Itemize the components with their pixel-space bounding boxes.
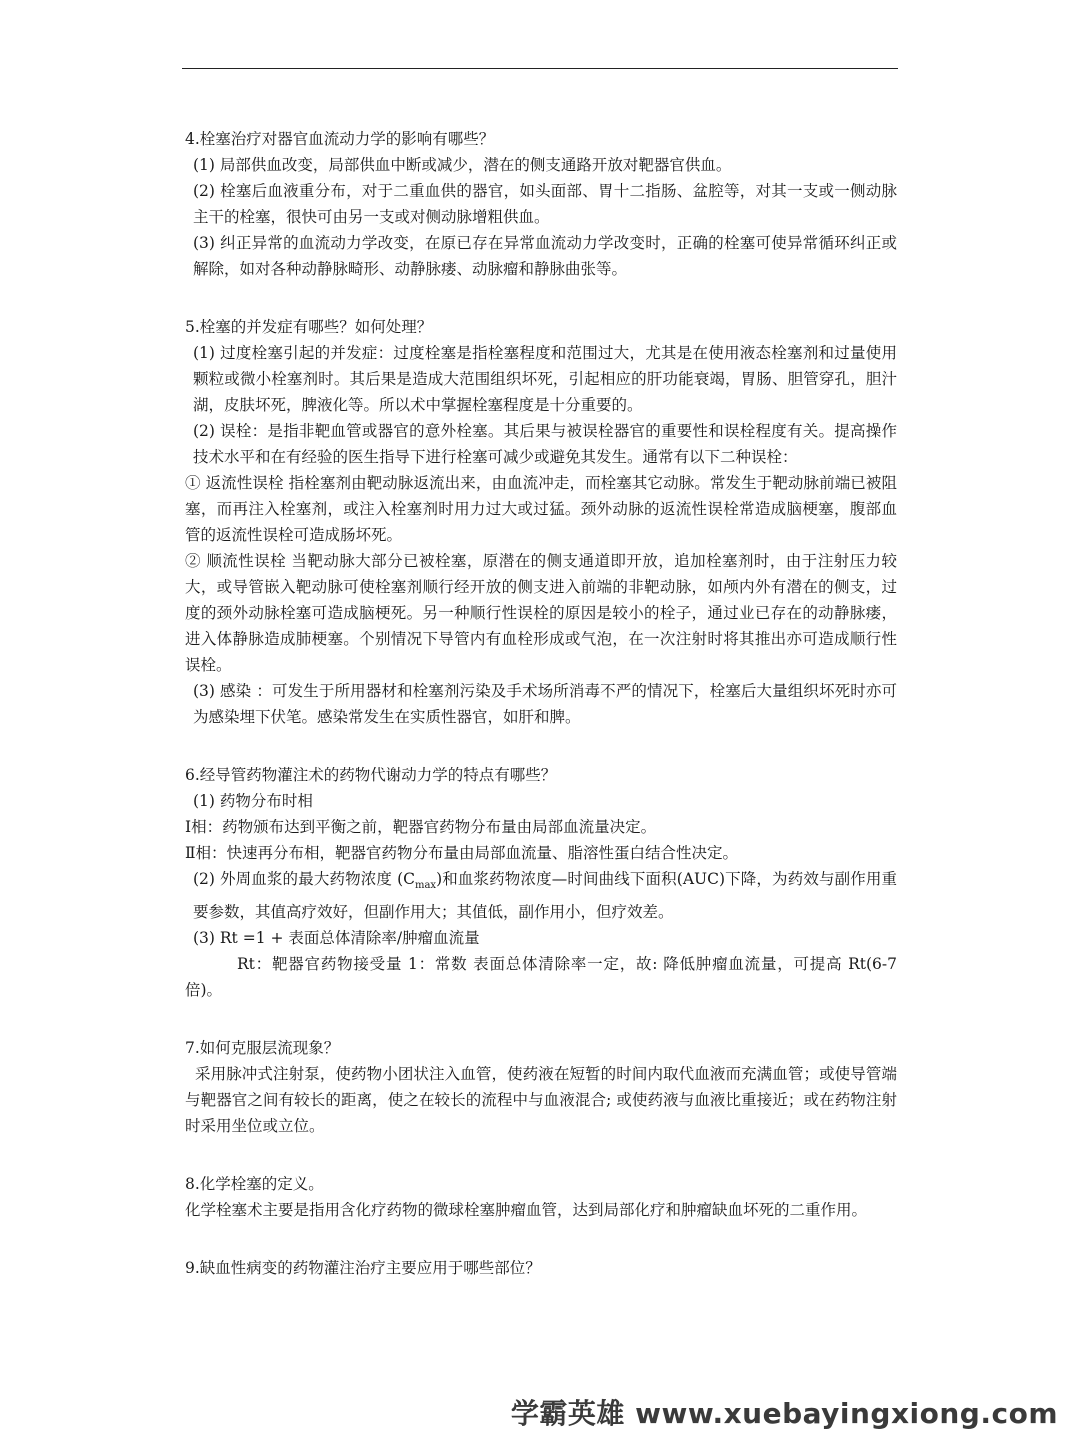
question-title: 7.如何克服层流现象？ xyxy=(185,1039,340,1058)
formula-text: )和血浆药物浓度—时间曲线下面积(AUC)下降，为药效与副作用重要参数，其值高疗效好，但副作用大；其值低，副作用小，但疗效差。 xyxy=(193,870,897,922)
question-title: 4.栓塞治疗对器官血流动力学的影响有哪些？ xyxy=(185,130,495,148)
answer-paragraph: (3) 感染 ：可发生于所用器材和栓塞剂污染及手术场所消毒不严的情况下，栓塞后大量组织坏死时亦可为感染埋下伏笔。感染常发生在实质性器官，如肝和脾。 xyxy=(193,682,897,726)
formula-subscript: max xyxy=(414,880,437,892)
header-rule xyxy=(182,68,898,69)
answer-paragraph: (2) 误栓：是指非靶血管或器官的意外栓塞。其后果与被误栓器官的重要性和误栓程度有关。提高操作技术水平和在有经验的医生指导下进行栓塞可减少或避免其发生。通常有以下二种误栓： xyxy=(193,422,897,466)
question-title: 6.经导管药物灌注术的药物代谢动力学的特点有哪些？ xyxy=(185,766,557,784)
answer-paragraph: (1) 过度栓塞引起的并发症：过度栓塞是指栓塞程度和范围过大，尤其是在使用液态栓塞剂和过量使用颗粒或微小栓塞剂时。其后果是造成大范围组织坏死，引起相应的肝功能衰竭，胃肠、胆管穿孔，胆汁湖，皮肤坏死，脾液化等。所以术中掌握栓塞程度是十分重要的。 xyxy=(193,344,897,414)
answer-paragraph: 采用脉冲式注射泵，使药物小团状注入血管，使药液在短暂的时间内取代血液而充满血管；或使导管端与靶器官之间有较长的距离，使之在较长的流程中与血液混合; 或使药液与血液比重接近；或在药物注射时采用坐位或立位。 xyxy=(185,1065,897,1136)
section-q7 xyxy=(185,1035,897,1139)
section-q4 xyxy=(185,126,897,282)
answer-paragraph: ② 顺流性误栓 当靶动脉大部分已被栓塞，原潜在的侧支通道即开放，追加栓塞剂时，由于注射压力较大，或导管嵌入靶动脉可使栓塞剂顺行经开放的侧支进入前端的非靶动脉，如颅内外有潜在的侧支，过度的颈外动脉栓塞可造成脑梗死。另一种顺行性误栓的原因是较小的栓子，通过业已存在的动静脉瘘，进入体静脉造成肺梗塞。个别情况下导管内有血栓形成或气泡，在一次注射时将其推出亦可造成顺行性误栓。 xyxy=(185,552,897,674)
answer-paragraph: Rt：靶器官药物接受量 1：常数 表面总体清除率一定，故: 降低肿瘤血流量，可提高 Rt(6-7 倍)。 xyxy=(185,955,897,1000)
answer-paragraph xyxy=(185,866,897,925)
site-watermark: 学霸英雄 www.xuebayingxiong.com xyxy=(510,1397,1058,1430)
answer-paragraph: (1) 局部供血改变，局部供血中断或减少，潜在的侧支通路开放对靶器官供血。 xyxy=(193,156,732,174)
document-body xyxy=(185,126,897,1281)
answer-paragraph: ① 返流性误栓 指栓塞剂由靶动脉返流出来，由血流冲走，而栓塞其它动脉。常发生于靶动脉前端已被阻塞，而再注入栓塞剂，或注入栓塞剂时用力过大或过猛。颈外动脉的返流性误栓常造成脑梗塞，腹部血管的返流性误栓可造成肠坏死。 xyxy=(185,474,897,544)
section-q8 xyxy=(185,1171,897,1223)
answer-paragraph: (3) 纠正异常的血流动力学改变，在原已存在异常血流动力学改变时，正确的栓塞可使异常循环纠正或解除，如对各种动静脉畸形、动静脉瘘、动脉瘤和静脉曲张等。 xyxy=(193,234,897,278)
section-q9 xyxy=(185,1255,897,1281)
question-title: 5.栓塞的并发症有哪些？如何处理？ xyxy=(185,318,433,336)
question-title: 8.化学栓塞的定义。 xyxy=(185,1175,324,1194)
answer-paragraph: (3) Rt =1 + 表面总体清除率/肿瘤血流量 xyxy=(193,929,480,948)
question-title: 9.缺血性病变的药物灌注治疗主要应用于哪些部位？ xyxy=(185,1259,541,1278)
answer-paragraph: Ⅰ相：药物颁布达到平衡之前，靶器官药物分布量由局部血流量决定。 xyxy=(185,818,657,836)
formula-text: (2) 外周血浆的最大药物浓度 (C xyxy=(193,870,415,888)
section-q5 xyxy=(185,314,897,730)
section-q6 xyxy=(185,762,897,1003)
answer-paragraph: 化学栓塞术主要是指用含化疗药物的微球栓塞肿瘤血管，达到局部化疗和肿瘤缺血坏死的二重作用。 xyxy=(185,1201,868,1220)
answer-paragraph: (2) 栓塞后血液重分布，对于二重血供的器官，如头面部、胃十二指肠、盆腔等，对其一支或一侧动脉主干的栓塞，很快可由另一支或对侧动脉增粗供血。 xyxy=(193,182,897,226)
answer-paragraph: Ⅱ相：快速再分布相，靶器官药物分布量由局部血流量、脂溶性蛋白结合性决定。 xyxy=(185,844,739,862)
answer-paragraph: (1) 药物分布时相 xyxy=(193,792,313,810)
